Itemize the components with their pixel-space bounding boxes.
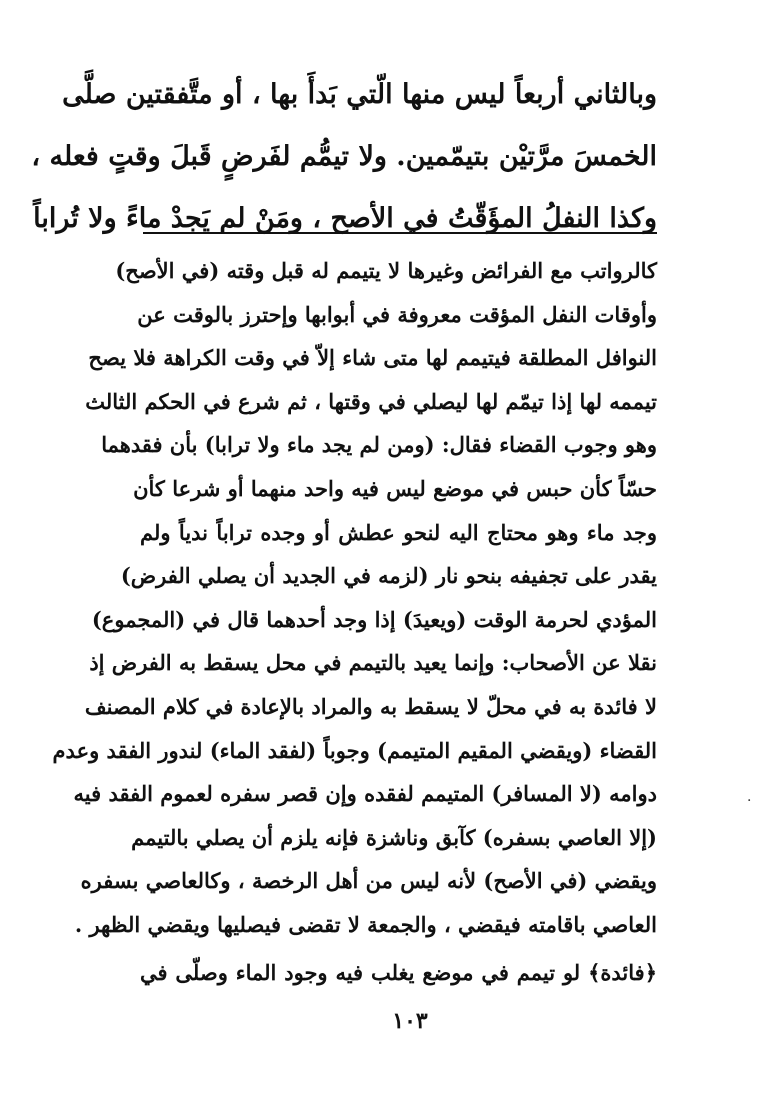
main-text-line: وبالثاني أربعاً ليس منها الّتي بَدأَ بها ، أو متَّفقتين صلَّى [62,79,657,110]
page-number: ١٠٣ [392,1008,428,1034]
commentary-line: القضاء (ويقضي المقيم المتيمم) وجوباً (لفقد الماء) لندور الفقد وعدم [52,737,657,763]
margin-speck: · [747,793,752,809]
main-text-line: الخمسَ مرَّتيْن بتيمّمين. ولا تيمُّم لفَرضٍ قَبلَ وقتٍ فعله ، [31,141,657,172]
main-text-line: وكذا النفلُ المؤَقّتُ في الأصح ، ومَنْ لم يَجدْ ماءً ولا تُراباً [33,203,657,234]
commentary-block [52,249,657,994]
commentary-line: وأوقات النفل المؤقت معروفة في أبوابها وإحترز بالوقت عن [137,301,657,327]
commentary-line: حسّاً كأن حبس في موضع ليس فيه واحد منهما أو شرعا كأن [133,475,657,501]
commentary-line: لا فائدة به في محلّ لا يسقط به والمراد بالإعادة في كلام المصنف [84,693,657,719]
commentary-line: النوافل المطلقة فيتيمم لها متى شاء إلاّ في وقت الكراهة فلا يصح [88,345,657,371]
commentary-line: (إلا العاصي بسفره) كآبق وناشزة فإنه يلزم أن يصلي بالتيمم [131,824,657,850]
main-text-block [31,64,657,250]
commentary-line: المؤدي لحرمة الوقت (ويعيدَ) إذا وجد أحدهما قال في (المجموع) [91,606,657,632]
commentary-line: وهو وجوب القضاء فقال: (ومن لم يجد ماء ولا ترابا) بأن فقدهما [101,432,657,458]
commentary-line: ويقضي (في الأصح) لأنه ليس من أهل الرخصة ، وكالعاصي بسفره [80,868,657,894]
commentary-line: كالرواتب مع الفرائض وغيرها لا يتيمم له قبل وقته (في الأصح) [115,258,657,283]
commentary-line: دوامه (لا المسافر) المتيمم لفقده وإن قصر سفره لعموم الفقد فيه [73,781,657,807]
commentary-line: نقلا عن الأصحاب: وإنما يعيد بالتيمم في محل يسقط به الفرض إذ [89,650,657,676]
commentary-line: تيممه لها إذا تيمّم لها ليصلي في وقتها ، ثم شرع في الحكم الثالث [85,388,657,414]
commentary-line: وجد ماء وهو محتاج اليه لنحو عطش أو وجده تراباً ندياً ولم [140,519,657,545]
benefit-note-line: ﴿فائدة﴾ لو تيمم في موضع يغلب فيه وجود الماء وصلّى في [140,959,657,985]
text-divider [143,232,657,234]
commentary-line: العاصي باقامته فيقضي ، والجمعة لا تقضى فيصليها ويقضي الظهر . [74,911,657,937]
commentary-line: يقدر على تجفيفه بنحو نار (لزمه في الجديد أن يصلي الفرض) [120,563,657,589]
